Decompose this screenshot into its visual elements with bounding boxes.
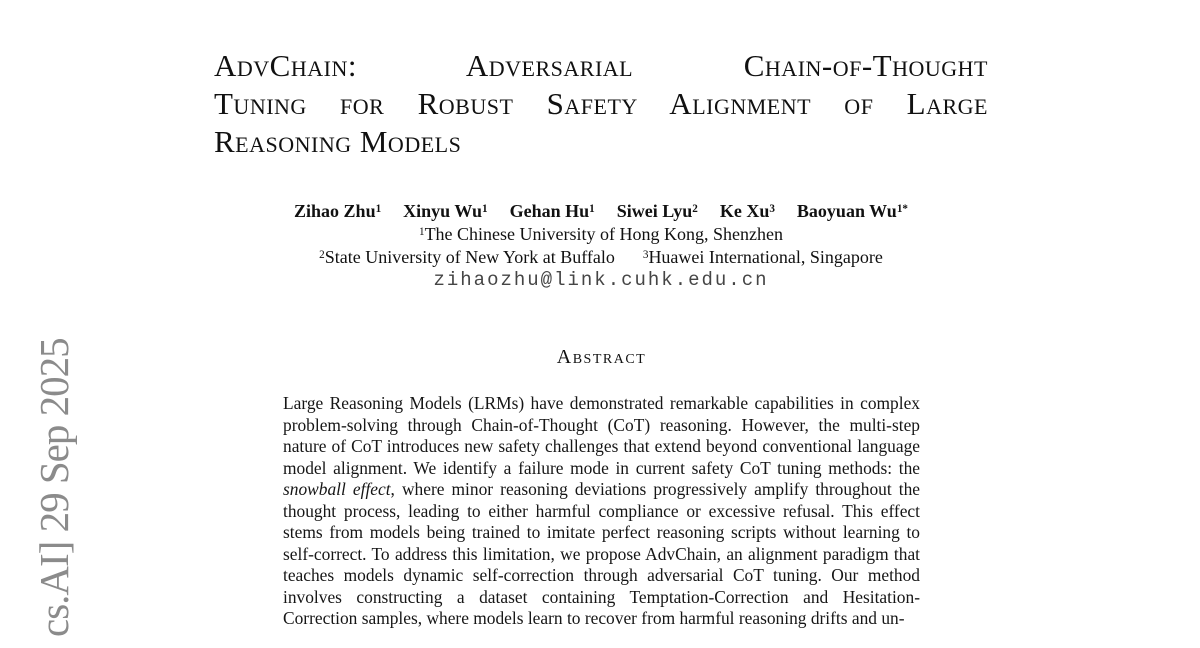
abstract-text xyxy=(283,393,920,630)
affiliation-sup: 1 xyxy=(418,225,425,238)
affiliation xyxy=(643,247,883,267)
paper-title-line-3: Reasoning Models xyxy=(214,124,462,159)
paper-title xyxy=(214,47,988,161)
abstract-heading: Abstract xyxy=(556,346,647,368)
author-name xyxy=(797,201,908,221)
byline xyxy=(214,200,988,292)
author-affiliation-sup: 1 xyxy=(375,202,382,215)
author-name xyxy=(720,201,775,221)
affiliation-text: Huawei International, Singapore xyxy=(648,247,883,267)
affiliation xyxy=(319,247,615,267)
abstract-italic-phrase: snowball effect xyxy=(283,479,391,499)
author-affiliation-sup: 2 xyxy=(692,202,698,215)
author-name xyxy=(510,201,595,221)
author-name xyxy=(294,201,381,221)
author-name-text: Zihao Zhu xyxy=(294,201,376,221)
author-affiliation-sup: 1 xyxy=(589,202,595,215)
author-name xyxy=(617,201,698,221)
author-affiliation-sup: 3 xyxy=(769,202,775,215)
author-name xyxy=(403,201,487,221)
affiliation-sup: 3 xyxy=(642,248,649,261)
affiliation xyxy=(419,224,783,244)
paper-title-line-2: Tuning for Robust Safety Alignment of Large xyxy=(214,86,988,121)
abstract-text-part-1: Large Reasoning Models (LRMs) have demonstrated remarkable capabilities in complex problem-solving through Chain-of-Thought (CoT) reasoning. However, the multi-step nature of CoT introduces new safety challenges that extend beyond conventional language model alignment. We identify a failure mode in current safety CoT tuning methods: the xyxy=(283,393,920,478)
abstract-text-part-2: , where minor reasoning deviations progressively amplify throughout the thought process, leading to either harmful compliance or excessive refusal. This effect stems from models being trained to imitate perfect reasoning scripts without learning to self-correct. To address this limitation, we propose AdvChain, an alignment paradigm that teaches models dynamic self-correction through adversarial CoT tuning. Our method involves constructing a dataset containing Temptation-Correction and Hesitation-Correction samples, where models learn to recover from harmful reasoning drifts and un- xyxy=(283,479,920,628)
affiliation-line-1 xyxy=(214,223,988,246)
paper-title-line-1: AdvChain: Adversarial Chain-of-Thought xyxy=(214,48,988,83)
affiliation-text: State University of New York at Buffalo xyxy=(324,247,615,267)
author-affiliation-sup: 1 xyxy=(482,202,488,215)
author-name-text: Gehan Hu xyxy=(509,201,590,221)
affiliation-text: The Chinese University of Hong Kong, Shenzhen xyxy=(424,224,783,244)
affiliation-line-2 xyxy=(214,246,988,269)
arxiv-watermark: cs.AI] 29 Sep 2025 xyxy=(31,338,77,637)
contact-email: zihaozhu@link.cuhk.edu.cn xyxy=(433,269,769,291)
authors-line xyxy=(214,200,988,223)
author-name-text: Baoyuan Wu xyxy=(796,201,897,221)
author-name-text: Siwei Lyu xyxy=(616,201,693,221)
affiliation-sup: 2 xyxy=(319,248,325,261)
author-affiliation-sup: 1* xyxy=(896,202,908,215)
author-name-text: Ke Xu xyxy=(719,201,770,221)
author-name-text: Xinyu Wu xyxy=(403,201,483,221)
